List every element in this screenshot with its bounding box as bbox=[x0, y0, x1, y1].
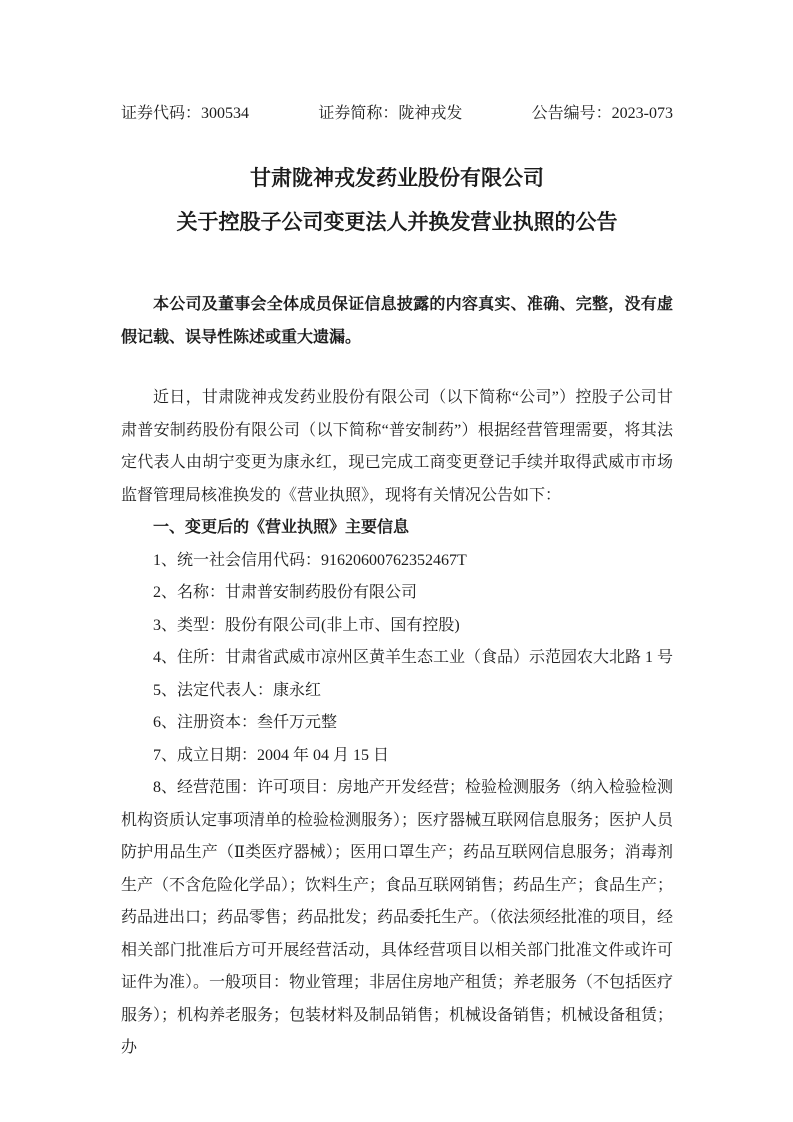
item-business-scope: 8、经营范围：许可项目：房地产开发经营；检验检测服务（纳入检验检测机构资质认定事项清单的检验检测服务）；医疗器械互联网信息服务；医护人员防护用品生产（Ⅱ类医疗器械）；医用口罩生产；药品互联网信息服务；消毒剂生产（不含危险化学品）；饮料生产；食品互联网销售；药品生产；食品生产；药品进出口；药品零售；药品批发；药品委托生产。（依法须经批准的项目，经相关部门批准后方可开展经营活动，具体经营项目以相关部门批准文件或许可证件为准）。一般项目：物业管理；非居住房地产租赁；养老服务（不包括医疗服务）；机构养老服务；包装材料及制品销售；机械设备销售；机械设备租赁；办 bbox=[121, 779, 674, 1056]
doc-header bbox=[121, 103, 673, 125]
item-unified-credit-code: 1、统一社会信用代码：91620600762352467T bbox=[153, 551, 467, 569]
disclaimer-paragraph: 本公司及董事会全体成员保证信息披露的内容真实、准确、完整，没有虚假记载、误导性陈述或重大遗漏。 bbox=[121, 296, 673, 346]
title-subject: 关于控股子公司变更法人并换发营业执照的公告 bbox=[176, 210, 618, 234]
item-company-name: 2、名称：甘肃普安制药股份有限公司 bbox=[153, 584, 418, 601]
item-address: 4、住所：甘肃省武威市凉州区黄羊生态工业（食品）示范园农大北路 1 号 bbox=[153, 649, 674, 666]
item-legal-representative: 5、法定代表人：康永红 bbox=[153, 681, 322, 699]
item-company-type: 3、类型：股份有限公司(非上市、国有控股) bbox=[153, 616, 460, 634]
announcement-number: 公告编号：2023-073 bbox=[531, 105, 673, 122]
section-1-heading: 一、变更后的《营业执照》主要信息 bbox=[153, 519, 410, 536]
stock-code: 证券代码：300534 bbox=[121, 105, 250, 122]
stock-abbreviation: 证券简称：陇神戎发 bbox=[318, 105, 463, 122]
item-establishment-date: 7、成立日期：2004 年 04 月 15 日 bbox=[153, 746, 390, 764]
title-company-name: 甘肃陇神戎发药业股份有限公司 bbox=[250, 166, 544, 190]
item-registered-capital: 6、注册资本：叁仟万元整 bbox=[153, 714, 338, 731]
intro-paragraph: 近日，甘肃陇神戎发药业股份有限公司（以下简称“公司”）控股子公司甘肃普安制药股份有限公司（以下简称“普安制药”）根据经营管理需要，将其法定代表人由胡宁变更为康永红，现已完成工商变更登记手续并取得武威市市场监督管理局核准换发的《营业执照》，现将有关情况公告如下： bbox=[121, 389, 673, 504]
